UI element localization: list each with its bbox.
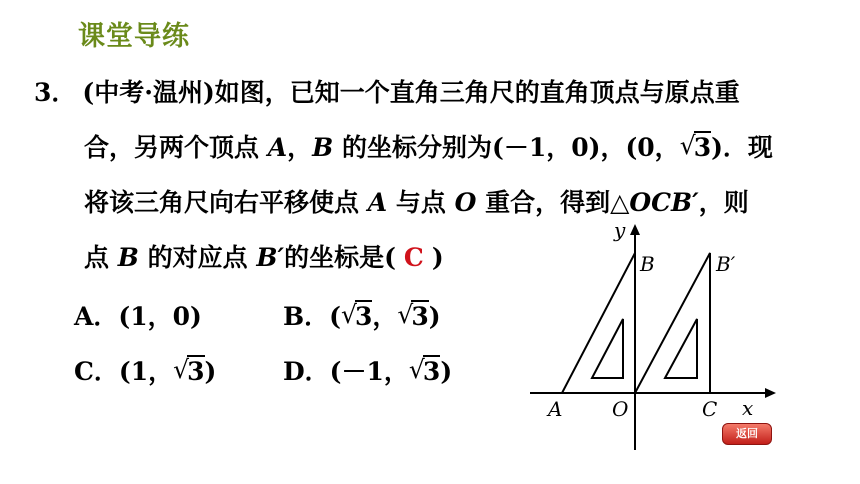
text: ，则 (698, 188, 749, 217)
point-b: B (312, 133, 334, 162)
label-a: A (548, 397, 563, 421)
question-line-4 (84, 238, 444, 274)
label-o: O (612, 397, 629, 421)
sqrt-value: 3 (693, 133, 712, 162)
option-d-text: D．(－1， (283, 357, 409, 386)
answer: C (403, 243, 424, 272)
point-a: A (267, 133, 288, 162)
sqrt-value: 3 (354, 302, 373, 331)
sqrt-value: 3 (422, 357, 441, 386)
sqrt-symbol (341, 302, 372, 331)
text: 与点 (395, 188, 446, 217)
text: ) (204, 357, 217, 386)
text: 重合，得到△ (485, 188, 630, 217)
x-label: x (742, 396, 754, 420)
point-a: A (367, 188, 388, 217)
point-b-prime: B′ (256, 243, 285, 272)
label-b: B (640, 252, 655, 276)
sqrt-symbol (680, 133, 711, 162)
triangle-ocb: OCB′ (629, 188, 699, 217)
section-title: 课堂导练 (78, 21, 190, 52)
question-number: 3． (34, 78, 77, 107)
option-b-text: B．( (283, 302, 341, 331)
coordinate-figure (520, 215, 790, 455)
back-button[interactable]: 返回 (722, 423, 772, 445)
text: 合，另两个顶点 (84, 133, 260, 162)
option-c[interactable] (74, 352, 216, 388)
option-a-text: A．(1，0) (74, 302, 202, 331)
text: ) (428, 302, 441, 331)
y-label: y (614, 218, 626, 242)
text: 的对应点 (147, 243, 248, 272)
option-d[interactable] (283, 352, 452, 388)
text: ， (287, 133, 313, 162)
triangle-aob (562, 253, 635, 393)
label-c: C (702, 397, 718, 421)
option-c-text: C．(1， (74, 357, 174, 386)
x-axis-arrow (765, 388, 776, 398)
sqrt-symbol (409, 357, 440, 386)
y-axis-arrow (630, 224, 640, 235)
option-a[interactable] (74, 297, 202, 333)
text: 的坐标分别为(－1，0)，(0， (342, 133, 680, 162)
text: ) (431, 243, 444, 272)
text: ) (440, 357, 453, 386)
sqrt-symbol (173, 357, 204, 386)
question-line-3 (84, 183, 749, 219)
sqrt-symbol (397, 302, 428, 331)
text: 将该三角尺向右平移使点 (84, 188, 360, 217)
sqrt-value: 3 (411, 302, 429, 331)
text: ， (372, 302, 398, 331)
text: 的坐标是( (284, 243, 396, 272)
option-b[interactable] (283, 297, 441, 333)
question-line-2 (84, 128, 773, 164)
question-line-1 (34, 73, 740, 109)
question-text: (中考·温州)如图，已知一个直角三角尺的直角顶点与原点重 (82, 78, 740, 107)
point-b: B (117, 243, 139, 272)
sqrt-value: 3 (187, 357, 205, 386)
point-o: O (454, 188, 477, 217)
label-b-prime: B′ (716, 252, 736, 276)
text: )．现 (711, 133, 773, 162)
text: 点 (84, 243, 110, 272)
